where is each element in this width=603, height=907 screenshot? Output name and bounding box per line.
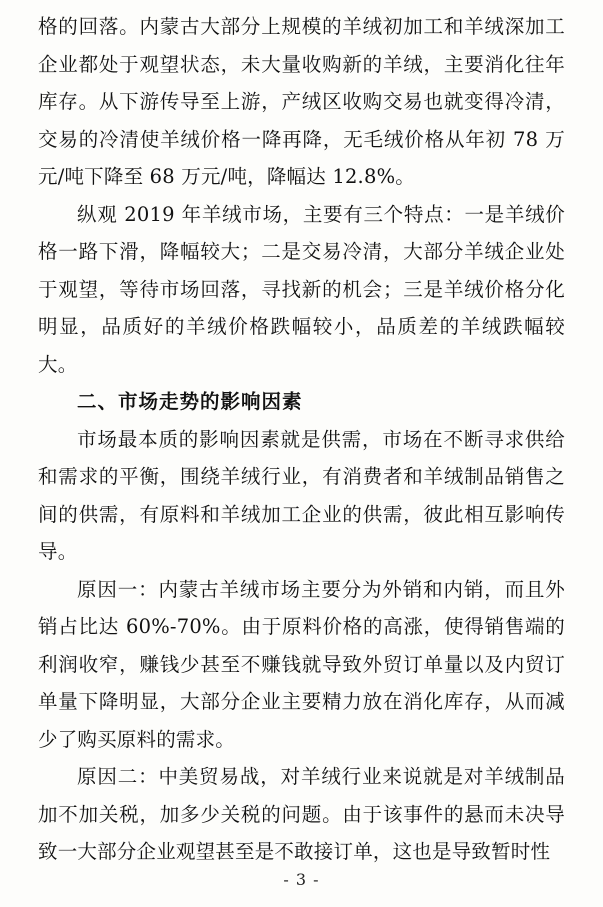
document-body xyxy=(38,8,565,871)
paragraph-continuation: 格的回落。内蒙古大部分上规模的羊绒初加工和羊绒深加工企业都处于观望状态，未大量收购新的羊绒，主要消化往年库存。从下游传导至上游，产绒区收购交易也就变得冷清，交易的冷清使羊绒价格一降再降，无毛绒价格从年初 78 万元/吨下降至 68 万元/吨，降幅达 12.8%。 xyxy=(38,15,565,188)
paragraph-reason-one: 原因一：内蒙古羊绒市场主要分为外销和内销，而且外销占比达 60%-70%。由于原料价格的高涨，使得销售端的利润收窄，赚钱少甚至不赚钱就导致外贸订单量以及内贸订单量下降明显，大部分企业主要精力放在消化库存，从而减少了购买原料的需求。 xyxy=(38,577,565,751)
page-number: - 3 - xyxy=(283,870,320,889)
section-heading-market-factors: 二、市场走势的影响因素 xyxy=(77,390,303,413)
paragraph-reason-two: 原因二：中美贸易战，对羊绒行业来说就是对羊绒制品加不加关税，加多少关税的问题。由于该事件的悬而未决导致一大部分企业观望甚至是不敢接订单，这也是导致暂时性 xyxy=(38,765,565,863)
paragraph-market-summary: 纵观 2019 年羊绒市场，主要有三个特点：一是羊绒价格一路下滑，降幅较大；二是交易冷清，大部分羊绒企业处于观望，等待市场回落，寻找新的机会；三是羊绒价格分化明显，品质好的羊绒价格跌幅较小，品质差的羊绒跌幅较大。 xyxy=(38,202,565,376)
paragraph-supply-demand: 市场最本质的影响因素就是供需，市场在不断寻求供给和需求的平衡，围绕羊绒行业，有消费者和羊绒制品销售之间的供需，有原料和羊绒加工企业的供需，彼此相互影响传导。 xyxy=(38,427,565,563)
